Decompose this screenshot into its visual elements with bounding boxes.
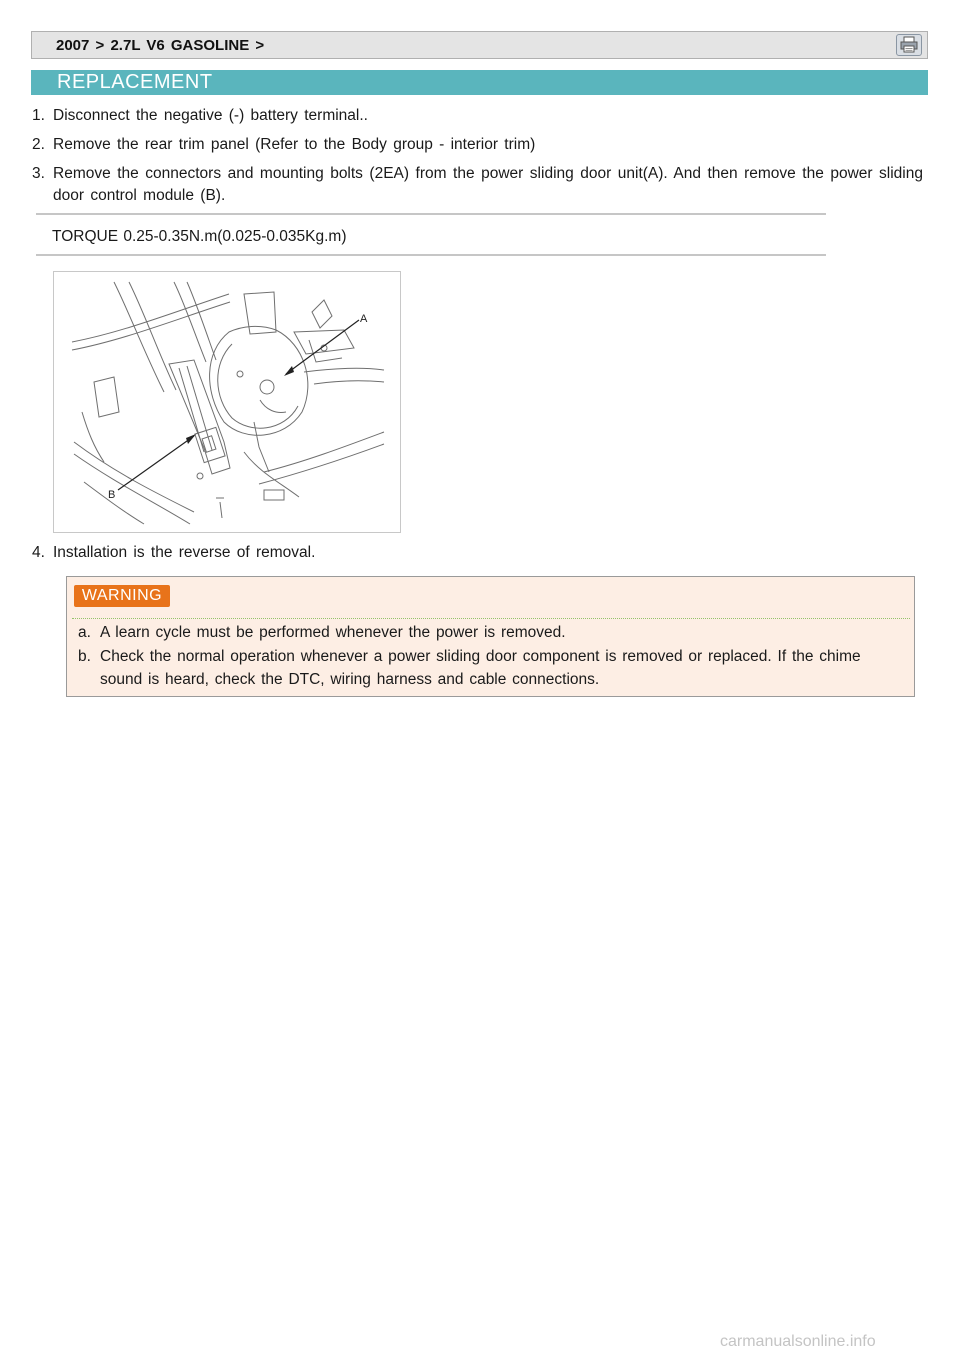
- step-number: 4.: [32, 544, 45, 561]
- divider: [36, 254, 826, 256]
- warning-box: [66, 576, 915, 697]
- warning-item-label: a.: [78, 624, 91, 641]
- print-button[interactable]: [896, 34, 922, 56]
- callout-label-b: B: [108, 489, 116, 501]
- step-text: Disconnect the negative (-) battery terminal..: [53, 107, 368, 124]
- torque-spec: TORQUE 0.25-0.35N.m(0.025-0.035Kg.m): [52, 228, 347, 245]
- warning-badge: [74, 585, 170, 607]
- step-number: 1.: [32, 107, 45, 124]
- sliding-door-unit-illustration: [54, 272, 400, 532]
- callout-label-a: A: [360, 313, 368, 325]
- printer-icon: [897, 35, 921, 55]
- component-diagram: [53, 271, 401, 533]
- breadcrumb: 2007 > 2.7L V6 GASOLINE >: [56, 37, 265, 54]
- warning-item-text: A learn cycle must be performed whenever the power is removed.: [100, 624, 566, 641]
- divider: [36, 213, 826, 215]
- step-text: Installation is the reverse of removal.: [53, 544, 316, 561]
- watermark: carmanualsonline.info: [720, 1333, 876, 1350]
- section-title: REPLACEMENT: [57, 71, 213, 93]
- step-text: Remove the connectors and mounting bolts (2EA) from the power sliding door unit(A). And then remove the power sliding door control module (B).: [53, 165, 923, 204]
- step-number: 3.: [32, 165, 45, 182]
- warning-item-label: b.: [78, 648, 91, 665]
- breadcrumb-bar: [31, 31, 928, 59]
- warning-divider: [72, 618, 910, 619]
- section-header: [31, 70, 928, 95]
- warning-item-text: Check the normal operation whenever a power sliding door component is removed or replaced. If the chime sound is heard, check the DTC, wiring harness and cable connections.: [100, 648, 861, 688]
- warning-badge-label: WARNING: [81, 587, 163, 604]
- step-text: Remove the rear trim panel (Refer to the Body group - interior trim): [53, 136, 536, 153]
- step-number: 2.: [32, 136, 45, 153]
